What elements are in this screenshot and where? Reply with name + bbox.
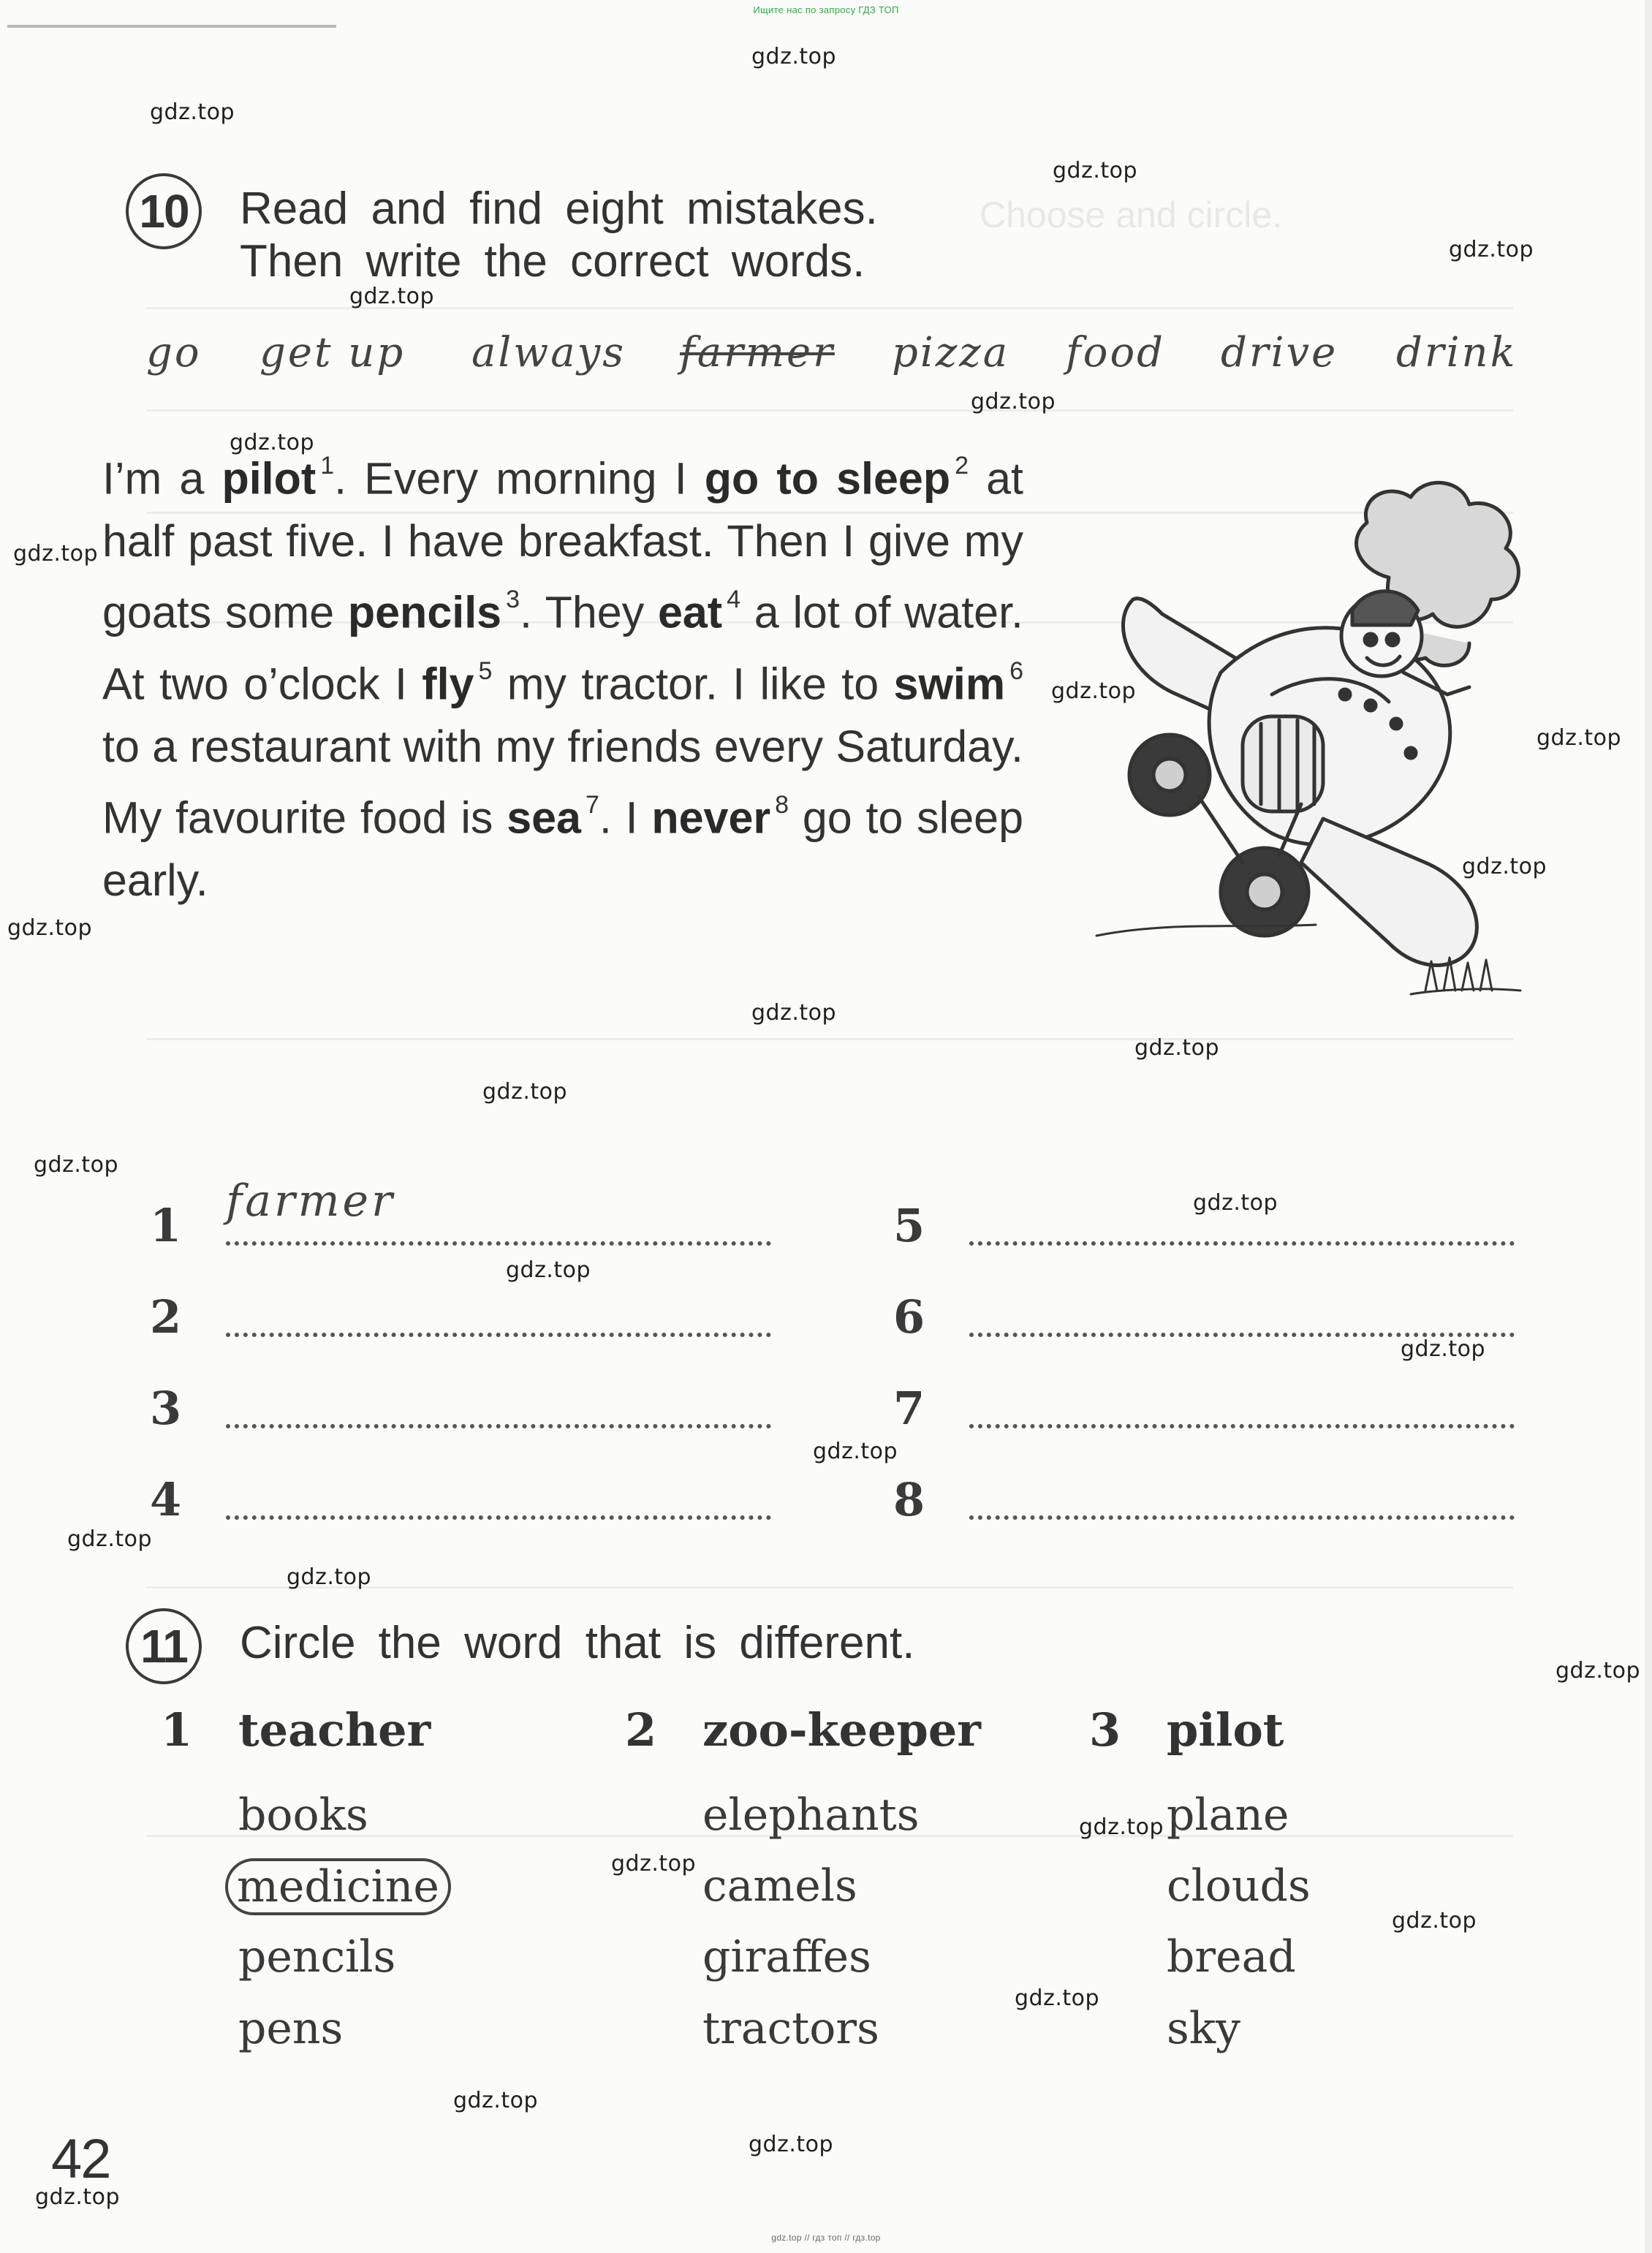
group-heading: pilot (1167, 1703, 1284, 1757)
watermark: gdz.top (813, 1439, 898, 1464)
group-word[interactable]: tractors (702, 2003, 879, 2054)
watermark: gdz.top (482, 1079, 568, 1105)
page-number: 42 (51, 2128, 110, 2190)
watermark: gdz.top (971, 389, 1056, 414)
group-word[interactable]: elephants (702, 1790, 920, 1841)
group-word[interactable]: giraffes (702, 1931, 871, 1983)
watermark: gdz.top (1193, 1190, 1278, 1216)
word-bank-item: go (146, 329, 202, 376)
exercise-10-instruction-1: Read and find eight mistakes. (240, 183, 878, 234)
group-heading: zoo-keeper (702, 1703, 981, 1757)
watermark: gdz.top (1392, 1908, 1477, 1934)
exercise-11-instruction: Circle the word that is different. (240, 1618, 915, 1668)
word-bank-item: drink (1396, 329, 1518, 376)
mistake-word: never (651, 792, 771, 843)
answer-number: 6 (893, 1290, 925, 1344)
story-fragment: . Every morning I (334, 453, 705, 504)
story-fragment: . They (520, 587, 658, 637)
mistake-number: 8 (775, 790, 789, 819)
ghost-text: Choose and circle. (980, 194, 1283, 235)
watermark: gdz.top (1051, 678, 1137, 704)
watermark: gdz.top (1556, 1658, 1641, 1684)
mistake-number: 6 (1009, 656, 1023, 685)
answer-number: 1 (150, 1199, 182, 1252)
watermark: gdz.top (7, 915, 93, 941)
watermark: gdz.top (1053, 158, 1138, 183)
watermark: gdz.top (751, 1000, 837, 1026)
page-edge (1645, 0, 1652, 2253)
story-fragment: to a restaurant with my friends every Saturday. My favourite food is (102, 721, 1023, 843)
mistake-number: 4 (727, 586, 741, 614)
watermark: gdz.top (749, 2132, 834, 2157)
answer-number: 3 (150, 1382, 182, 1435)
group-number: 2 (625, 1703, 657, 1757)
exercise-10-number: 10 (126, 173, 202, 249)
answer-line[interactable] (226, 1333, 771, 1337)
watermark: gdz.top (67, 1526, 153, 1552)
answer-line[interactable] (226, 1515, 771, 1520)
story-text (102, 439, 1023, 912)
group-word[interactable]: camels (702, 1860, 857, 1912)
watermark: gdz.top (287, 1564, 372, 1590)
word-bank-item: pizza (892, 329, 1010, 376)
word-bank-item: food (1066, 329, 1166, 376)
bottom-note: gdz.top // гдз топ // гдз.top (771, 2233, 881, 2243)
group-word-circled[interactable]: medicine (225, 1858, 451, 1915)
story-fragment: a lot of water. At two o’clock I (102, 587, 1023, 708)
watermark: gdz.top (230, 430, 315, 455)
group-word[interactable]: pens (238, 2003, 344, 2054)
answer-number: 7 (893, 1382, 925, 1435)
mistake-word: fly (422, 658, 474, 708)
mistake-number: 2 (955, 452, 969, 480)
answer-line[interactable] (969, 1241, 1515, 1246)
group-word[interactable]: books (238, 1790, 368, 1841)
mistake-number: 7 (585, 790, 599, 819)
group-heading: teacher (238, 1703, 431, 1757)
answer-number: 5 (893, 1199, 925, 1252)
watermark: gdz.top (349, 284, 435, 309)
pilot-plane-illustration (1082, 453, 1535, 1009)
group-number: 3 (1089, 1703, 1121, 1757)
answer-line[interactable] (226, 1424, 771, 1428)
mistake-word: sea (507, 792, 581, 843)
watermark: gdz.top (35, 2184, 121, 2210)
answer-number: 4 (150, 1473, 182, 1526)
watermark: gdz.top (1401, 1336, 1486, 1362)
word-bank-item: get up (259, 329, 406, 376)
answer-number: 2 (150, 1290, 182, 1344)
story-fragment: . I (599, 792, 652, 843)
watermark: gdz.top (1015, 1985, 1100, 2011)
word-bank (146, 329, 1520, 395)
ghost-line (146, 1038, 1513, 1040)
group-word[interactable]: pencils (238, 1931, 396, 1983)
watermark: gdz.top (1449, 237, 1534, 262)
watermark: gdz.top (1537, 725, 1622, 751)
word-bank-item-struck: farmer (680, 329, 835, 376)
watermark: gdz.top (1079, 1814, 1164, 1840)
watermark: gdz.top (1134, 1035, 1220, 1061)
group-number: 1 (161, 1703, 193, 1757)
story-fragment: I’m a (102, 453, 222, 504)
word-bank-item: drive (1221, 329, 1338, 376)
story-fragment: my tractor. I like to (492, 658, 894, 708)
exercise-11-number: 11 (126, 1608, 202, 1684)
word-group-3 (1089, 1703, 1498, 2083)
group-word[interactable]: clouds (1167, 1860, 1311, 1912)
word-group-2 (625, 1703, 1034, 2083)
watermark: gdz.top (150, 99, 235, 125)
mistake-word: pilot (221, 453, 317, 504)
answer-line[interactable] (969, 1424, 1515, 1428)
watermark: gdz.top (34, 1152, 119, 1178)
ghost-line (146, 409, 1513, 412)
watermark: gdz.top (1462, 854, 1547, 879)
group-word[interactable]: plane (1167, 1790, 1289, 1841)
answer-line[interactable] (226, 1241, 771, 1246)
word-group-1 (161, 1703, 570, 2083)
mistake-word: go to sleep (704, 453, 951, 504)
group-word[interactable]: bread (1167, 1931, 1296, 1983)
top-note: Ищите нас по запросу ГДЗ ТОП (753, 4, 899, 15)
top-rule (7, 25, 336, 28)
mistake-number: 5 (478, 656, 493, 685)
mistake-word: pencils (347, 587, 502, 637)
answer-line[interactable] (969, 1515, 1515, 1520)
mistake-word: eat (657, 587, 723, 637)
watermark: gdz.top (453, 2088, 539, 2113)
story-fragment: go to sleep early. (102, 792, 1023, 906)
exercise-10-instruction-2: Then write the correct words. (240, 236, 865, 287)
answer-value: farmer (226, 1175, 395, 1227)
watermark: gdz.top (13, 541, 99, 567)
watermark: gdz.top (506, 1257, 591, 1283)
word-bank-item: always (471, 329, 626, 376)
watermark: gdz.top (751, 44, 837, 69)
mistake-word: swim (893, 658, 1006, 708)
story-fragment: at half past five. I have breakfast. Then I give my goats some (102, 453, 1023, 637)
mistake-number: 1 (320, 452, 335, 480)
watermark: gdz.top (611, 1851, 697, 1877)
mistake-number: 3 (506, 586, 520, 614)
answer-number: 8 (893, 1473, 925, 1526)
group-word[interactable]: sky (1167, 2003, 1241, 2054)
